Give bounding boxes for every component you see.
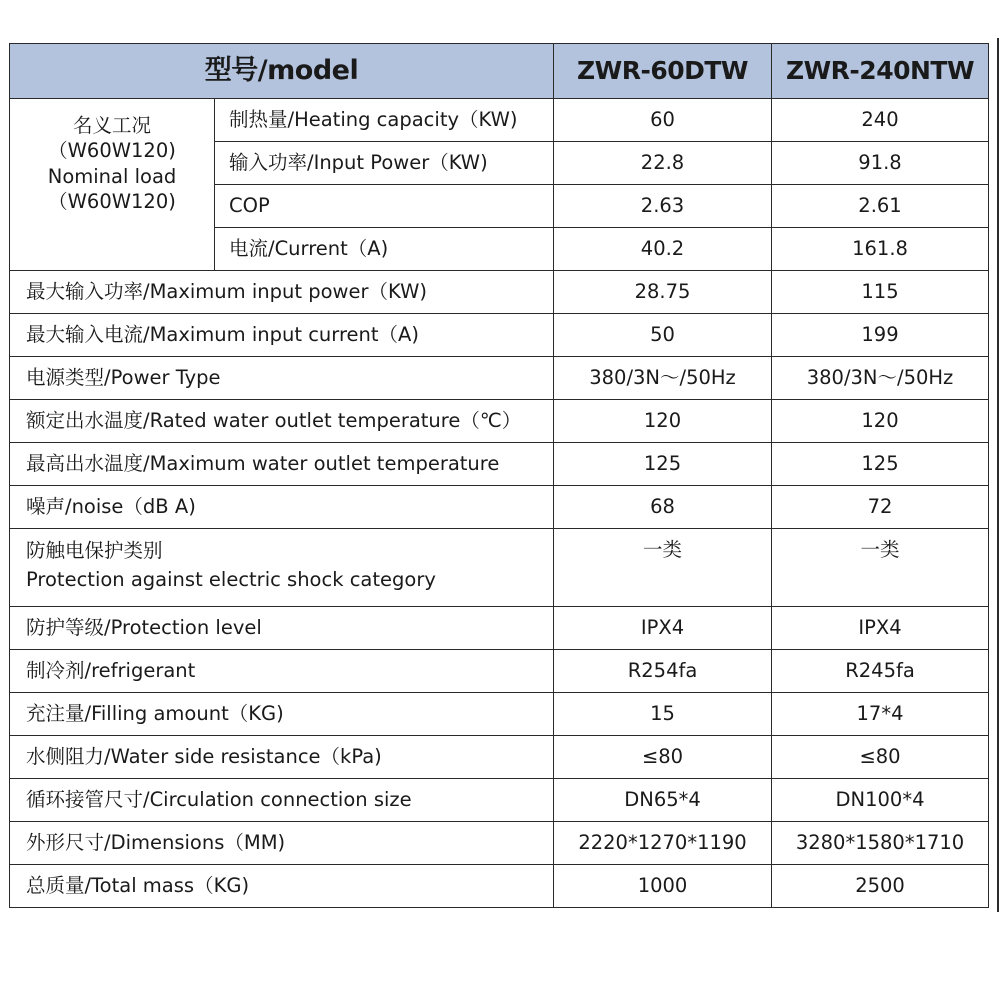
value-cell: 2220*1270*1190 [554, 822, 772, 865]
row-label: 制冷剂/refrigerant [10, 650, 554, 693]
header-row [10, 44, 989, 99]
row-label-cn: 防触电保护类别 [26, 539, 163, 562]
value-cell: 15 [554, 693, 772, 736]
row-label: 循环接管尺寸/Circulation connection size [10, 779, 554, 822]
value-cell: DN100*4 [772, 779, 989, 822]
value-cell: 115 [772, 271, 989, 314]
table-row [10, 400, 989, 443]
value-cell: 68 [554, 486, 772, 529]
row-label: COP [215, 185, 554, 228]
group-line: （W60W120) [48, 190, 176, 214]
nominal-load-group [10, 99, 215, 271]
group-line: （W60W120) [48, 139, 176, 163]
value-cell: 125 [554, 443, 772, 486]
value-cell: 380/3N～/50Hz [772, 357, 989, 400]
table-row [10, 693, 989, 736]
row-label: 额定出水温度/Rated water outlet temperature（℃） [10, 400, 554, 443]
table-row [10, 607, 989, 650]
value-cell: 199 [772, 314, 989, 357]
model-col-2: ZWR-240NTW [772, 44, 989, 99]
value-cell: 161.8 [772, 228, 989, 271]
spec-table [9, 43, 989, 908]
table-row [10, 736, 989, 779]
value-cell: 380/3N～/50Hz [554, 357, 772, 400]
table-row [10, 271, 989, 314]
value-cell: 一类 [772, 529, 989, 607]
model-header: 型号/model [10, 44, 554, 99]
value-cell: 一类 [554, 529, 772, 607]
value-cell: R245fa [772, 650, 989, 693]
row-label: 水侧阻力/Water side resistance（kPa) [10, 736, 554, 779]
value-cell: 60 [554, 99, 772, 142]
table-row [10, 529, 989, 607]
value-cell: 2.63 [554, 185, 772, 228]
value-cell: IPX4 [772, 607, 989, 650]
value-cell: 40.2 [554, 228, 772, 271]
row-label: 最高出水温度/Maximum water outlet temperature [10, 443, 554, 486]
value-cell: 28.75 [554, 271, 772, 314]
value-cell: R254fa [554, 650, 772, 693]
value-cell: ≤80 [554, 736, 772, 779]
table-row [10, 99, 989, 142]
table-row [10, 650, 989, 693]
table-row [10, 486, 989, 529]
value-cell: 120 [554, 400, 772, 443]
row-label: 电源类型/Power Type [10, 357, 554, 400]
value-cell: 50 [554, 314, 772, 357]
table-row [10, 822, 989, 865]
value-cell: 3280*1580*1710 [772, 822, 989, 865]
value-cell: 125 [772, 443, 989, 486]
value-cell: 1000 [554, 865, 772, 908]
table-row [10, 357, 989, 400]
value-cell: 240 [772, 99, 989, 142]
row-label-en: Protection against electric shock category [26, 568, 436, 592]
row-label: 防护等级/Protection level [10, 607, 554, 650]
value-cell: 72 [772, 486, 989, 529]
row-label: 噪声/noise（dB A) [10, 486, 554, 529]
value-cell: 22.8 [554, 142, 772, 185]
value-cell: 120 [772, 400, 989, 443]
row-label: 外形尺寸/Dimensions（MM) [10, 822, 554, 865]
row-label: 输入功率/Input Power（KW) [215, 142, 554, 185]
row-label: 最大输入功率/Maximum input power（KW) [10, 271, 554, 314]
right-edge-rule [997, 38, 999, 912]
value-cell: ≤80 [772, 736, 989, 779]
value-cell: 2.61 [772, 185, 989, 228]
value-cell: 91.8 [772, 142, 989, 185]
group-line: Nominal load [47, 164, 177, 188]
value-cell: IPX4 [554, 607, 772, 650]
row-label: 最大输入电流/Maximum input current（A) [10, 314, 554, 357]
row-label: 总质量/Total mass（KG) [10, 865, 554, 908]
group-line: 名义工况 [72, 114, 151, 137]
table-row [10, 443, 989, 486]
row-label: 电流/Current（A) [215, 228, 554, 271]
table-row [10, 314, 989, 357]
row-label: 制热量/Heating capacity（KW) [215, 99, 554, 142]
row-label [10, 529, 554, 607]
value-cell: DN65*4 [554, 779, 772, 822]
value-cell: 17*4 [772, 693, 989, 736]
value-cell: 2500 [772, 865, 989, 908]
row-label: 充注量/Filling amount（KG) [10, 693, 554, 736]
model-col-1: ZWR-60DTW [554, 44, 772, 99]
table-row [10, 865, 989, 908]
table-row [10, 779, 989, 822]
